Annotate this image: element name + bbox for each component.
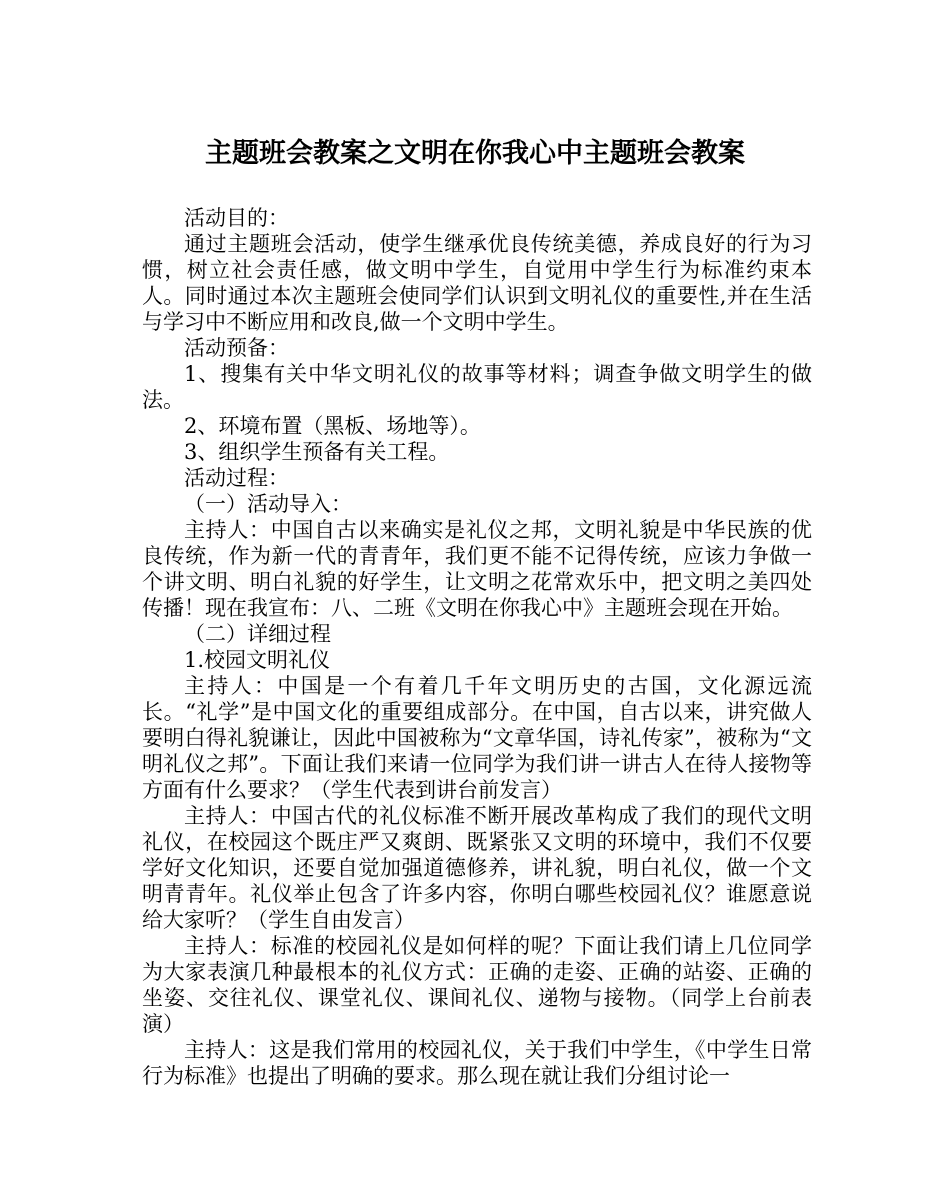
paragraph-prep-3: 3、组织学生预备有关工程。: [184, 440, 450, 464]
paragraph-campus-heading: 1.校园文明礼仪: [184, 648, 331, 672]
paragraph-detail-heading: （二）详细过程: [184, 622, 331, 646]
paragraph-purpose-heading: 活动目的：: [184, 206, 289, 230]
paragraph-host-3: 主持人：标准的校园礼仪是如何样的呢？下面让我们请上几位同学为大家表演几种最根本的礼仪方式：正确的走姿、正确的站姿、正确的坐姿、交往礼仪、课堂礼仪、课间礼仪、递物与接物。（同学上台前表演）: [142, 934, 812, 1036]
paragraph-intro-heading: （一）活动导入：: [184, 492, 352, 516]
paragraph-host-2: 主持人：中国古代的礼仪标准不断开展改革构成了我们的现代文明礼仪，在校园这个既庄严又爽朗、既紧张又文明的环境中，我们不仅要学好文化知识，还要自觉加强道德修养，讲礼貌，明白礼仪，做一个文明青青年。礼仪举止包含了许多内容，你明白哪些校园礼仪？谁愿意说给大家听？（学生自由发言）: [142, 804, 812, 932]
paragraph-purpose: 通过主题班会活动，使学生继承优良传统美德，养成良好的行为习惯，树立社会责任感，做文明中学生，自觉用中学生行为标准约束本人。同时通过本次主题班会使同学们认识到文明礼仪的重要性,并在生活与学习中不断应用和改良,做一个文明中学生。: [142, 232, 812, 334]
paragraph-host-4: 主持人：这是我们常用的校园礼仪，关于我们中学生，《中学生日常行为标准》也提出了明确的要求。那么现在就让我们分组讨论一: [142, 1038, 812, 1088]
document-body: [142, 205, 812, 1089]
paragraph-prep-2: 2、环境布置（黑板、场地等）。: [184, 414, 481, 438]
paragraph-prep-heading: 活动预备：: [184, 336, 289, 360]
paragraph-prep-1: 1、搜集有关中华文明礼仪的故事等材料；调查争做文明学生的做法。: [142, 362, 812, 412]
paragraph-intro: 主持人：中国自古以来确实是礼仪之邦，文明礼貌是中华民族的优良传统，作为新一代的青青年，我们更不能不记得传统，应该力争做一个讲文明、明白礼貌的好学生，让文明之花常欢乐中，把文明之美四处传播！现在我宣布：八、二班《文明在你我心中》主题班会现在开始。: [142, 518, 812, 620]
document-title: 主题班会教案之文明在你我心中主题班会教案: [205, 138, 745, 169]
paragraph-process-heading: 活动过程：: [184, 466, 289, 490]
paragraph-host-1: 主持人：中国是一个有着几千年文明历史的古国，文化源远流长。“礼学”是中国文化的重要组成部分。在中国，自古以来，讲究做人要明白得礼貌谦让，因此中国被称为“文章华国，诗礼传家”，被称为“文明礼仪之邦”。下面让我们来请一位同学为我们讲一讲古人在待人接物等方面有什么要求？（学生代表到讲台前发言）: [142, 674, 812, 802]
